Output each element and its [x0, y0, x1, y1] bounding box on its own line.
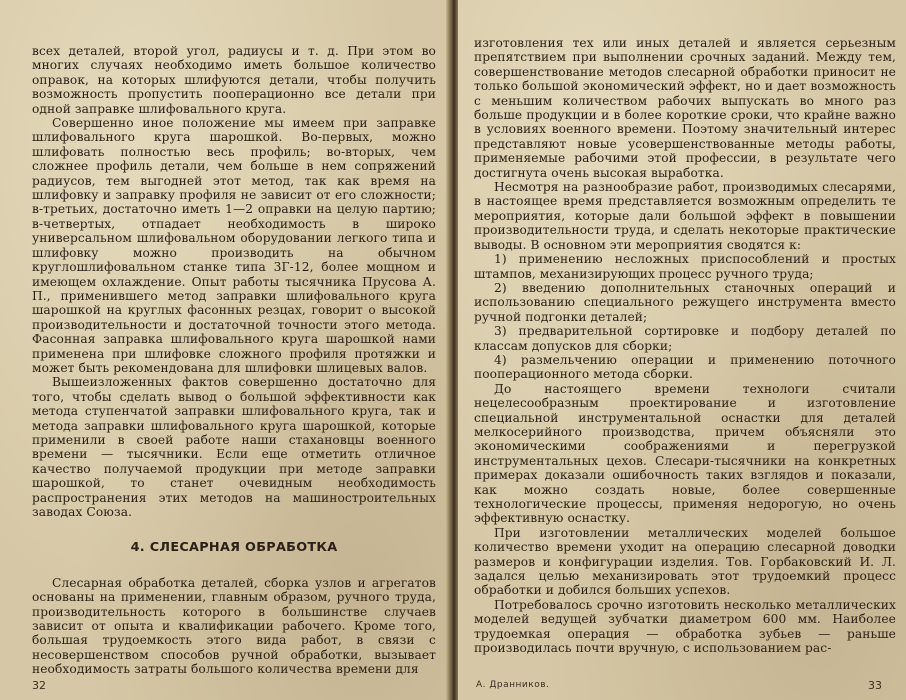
- right-paragraph-4: При изготовлении металлических моделей большое количество времени уходит на операцию слесарной доводки размеров и конфигурации изделия. Тов. Горбаковский И. Л. задался целью механизировать этот трудоемкий процесс обработки и добился больших успехов.: [474, 525, 896, 598]
- section-heading: 4. СЛЕСАРНАЯ ОБРАБОТКА: [130, 540, 338, 556]
- signature-footer: А. Дранников.: [476, 680, 550, 690]
- left-page: [0, 0, 452, 700]
- left-paragraph-2: Совершенно иное положение мы имеем при заправке шлифовального круга шарошкой. Во-первых, можно шлифовать полностью весь профиль; во-вторых, чем сложнее профиль детали, чем больше в нем сопряжений радиусов, тем выгодней этот метод, так как время на шлифовку и заправку профиля не зависит от его сложности; в-третьих, достаточно иметь 1—2 оправки на целую партию; в-четвертых, отпадает необходимость в широко универсальном шлифовальном оборудовании легкого типа и шлифовку можно производить на обычном круглошлифовальном станке типа 3Г-12, более мощном и имеющем охлаждение. Опыт работы тысячника Прусова А. П., применившего метод заправки шлифовального круга шарошкой на круглых фасонных резцах, говорит о высокой производительности и достаточной точности этого метода. Фасонная заправка шлифовального круга шарошкой нами применена при шлифовке сложного профиля протяжки и может быть рекомендована для шлифовки шлицевых валов.: [32, 116, 436, 375]
- left-page-text: [32, 44, 436, 677]
- list-item: 2) введению дополнительных станочных операций и использованию специального режущего инструмента вместо ручной подгонки деталей;: [474, 280, 896, 324]
- list-item: 3) предварительной сортировке и подбору деталей по классам допусков для сборки;: [474, 324, 896, 353]
- right-paragraph-2: Несмотря на разнообразие работ, производимых слесарями, в настоящее время представляется возможным определить те мероприятия, которые дали большой эффект в повышении производительности труда, и сделать некоторые практические выводы. В основном эти мероприятия сводятся к:: [474, 180, 896, 252]
- right-paragraph-5: Потребовалось срочно изготовить несколько металлических моделей ведущей зубчатки диаметром 600 мм. Наиболее трудоемкая операция — обработка зубьев — раньше производилась почти вручную, с использованием рас-: [474, 597, 896, 656]
- list-item: 1) применению несложных приспособлений и простых штампов, механизирующих процесс ручного труда;: [474, 252, 896, 281]
- left-paragraph-1: всех деталей, второй угол, радиусы и т. д. При этом во многих случаях необходимо иметь большое количество оправок, на которых шлифуются детали, чтобы получить возможность пропустить пооперационно все детали при одной заправке шлифовального круга.: [32, 44, 436, 116]
- list-item: 4) размельчению операции и применению поточного пооперационного метода сборки.: [474, 352, 896, 382]
- right-page-text: [474, 36, 896, 655]
- right-paragraph-1: изготовления тех или иных деталей и является серьезным препятствием при выполнении срочных заданий. Между тем, совершенствование методов слесарной обработки приносит не только большой экономический эффект, но и дает возможность с меньшим количеством рабочих выпускать во много раз больше продукции и в более короткие сроки, что крайне важно в условиях военного времени. Поэтому значительный интерес представляют новые усовершенствованные методы работы, применяемые рабочими этой профессии, в результате чего достигнута очень высокая выработка.: [474, 36, 896, 180]
- left-paragraph-4: Слесарная обработка деталей, сборка узлов и агрегатов основаны на применении, главным образом, ручного труда, производительность которого в большинстве случаев зависит от опыта и квалификации рабочего. Кроме того, большая трудоемкость этого вида работ, в связи с несовершенством способов ручной обработки, вызывает необходимость затраты большого количества времени для: [32, 575, 436, 677]
- right-paragraph-3: До настоящего времени технологи считали нецелесообразным проектирование и изготовление специальной инструментальной оснастки для деталей мелкосерийного производства, причем объясняли это экономическими соображениями и перегрузкой инструментальных цехов. Слесари-тысячники на конкретных примерах доказали ошибочность таких взглядов и показали, как можно создать новые, более совершенные технологические процессы, применяя недорогую, но очень эффективную оснастку.: [474, 381, 896, 526]
- measures-list: [474, 252, 896, 382]
- page-number-left: 32: [32, 679, 46, 692]
- left-paragraph-3: Вышеизложенных фактов совершенно достаточно для того, чтобы сделать вывод о большой эффективности как метода ступенчатой заправки шлифовального круга, так и метода заправки шлифовального круга шарошкой, которые применили в своей работе наши стахановцы военного времени — тысячники. Если еще отметить отличное качество получаемой продукции при методе заправки шарошкой, то станет очевидным необходимость распространения этих методов на машиностроительных заводах Союза.: [32, 375, 436, 519]
- right-page: [458, 0, 906, 700]
- page-number-right: 33: [868, 679, 882, 692]
